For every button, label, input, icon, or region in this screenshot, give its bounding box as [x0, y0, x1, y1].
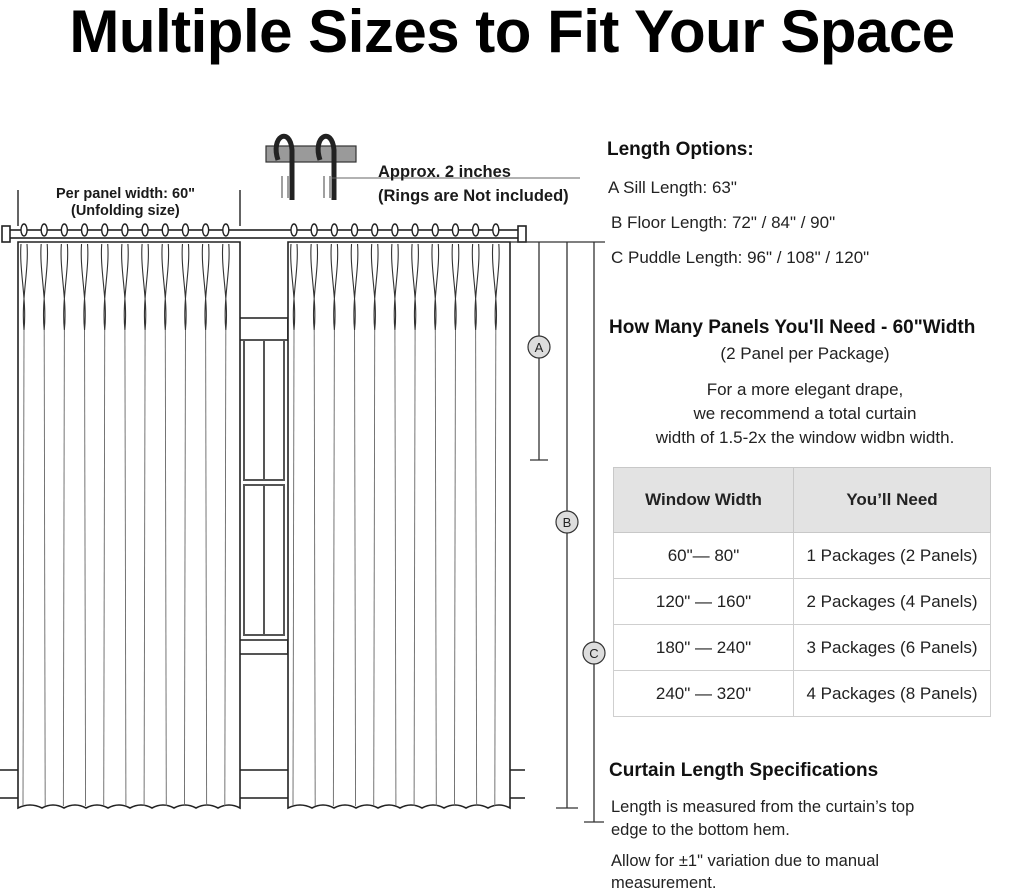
svg-text:A: A [534, 340, 544, 355]
packages-cell: 3 Packages (6 Panels) [794, 625, 991, 671]
window-width-cell: 240" — 320" [614, 671, 794, 717]
floor-length-option: B Floor Length: 72" / 84" / 90" [611, 213, 836, 232]
marker-a [528, 336, 550, 358]
you-need-header: You’ll Need [794, 468, 991, 533]
panels-subheading: (2 Panel per Package) [720, 344, 890, 363]
spec-line-1b: edge to the bottom hem. [611, 821, 790, 839]
table-row [614, 625, 991, 671]
panel-width-label: Per panel width: 60" [56, 186, 196, 202]
panels-heading: How Many Panels You'll Need - 60"Width [609, 317, 976, 338]
puddle-length-option: C Puddle Length: 96" / 108" / 120" [611, 248, 870, 267]
length-markers [510, 242, 605, 822]
sill-length-option: A Sill Length: 63" [608, 178, 737, 197]
table-row [614, 533, 991, 579]
recommendation-line-3: width of 1.5-2x the window widbn width. [655, 428, 955, 447]
page-title: Multiple Sizes to Fit Your Space [69, 0, 955, 65]
marker-c [583, 642, 605, 664]
spec-line-1a: Length is measured from the curtain’s top [611, 798, 915, 816]
window-width-header: Window Width [614, 468, 794, 533]
marker-b [556, 511, 578, 533]
ring-size-label: Approx. 2 inches [378, 163, 511, 181]
recommendation-line-2: we recommend a total curtain [693, 404, 917, 423]
panel-size-table [613, 467, 991, 717]
unfolding-size-label: (Unfolding size) [71, 203, 180, 219]
window-width-cell: 60"— 80" [614, 533, 794, 579]
window-width-cell: 180" — 240" [614, 625, 794, 671]
curtain-rod [2, 224, 526, 242]
packages-cell: 4 Packages (8 Panels) [794, 671, 991, 717]
spec-line-2b: measurement. [611, 874, 717, 892]
specs-heading: Curtain Length Specifications [609, 760, 879, 781]
packages-cell: 1 Packages (2 Panels) [794, 533, 991, 579]
ring-note-label: (Rings are Not included) [378, 187, 569, 205]
length-options-heading: Length Options: [607, 139, 754, 160]
svg-text:B: B [562, 515, 572, 530]
svg-text:C: C [589, 646, 599, 661]
table-row [614, 671, 991, 717]
table-header-row [614, 468, 991, 533]
recommendation-line-1: For a more elegant drape, [706, 380, 904, 399]
packages-cell: 2 Packages (4 Panels) [794, 579, 991, 625]
window-width-cell: 120" — 160" [614, 579, 794, 625]
spec-line-2a: Allow for ±1" variation due to manual [611, 852, 880, 870]
table-row [614, 579, 991, 625]
